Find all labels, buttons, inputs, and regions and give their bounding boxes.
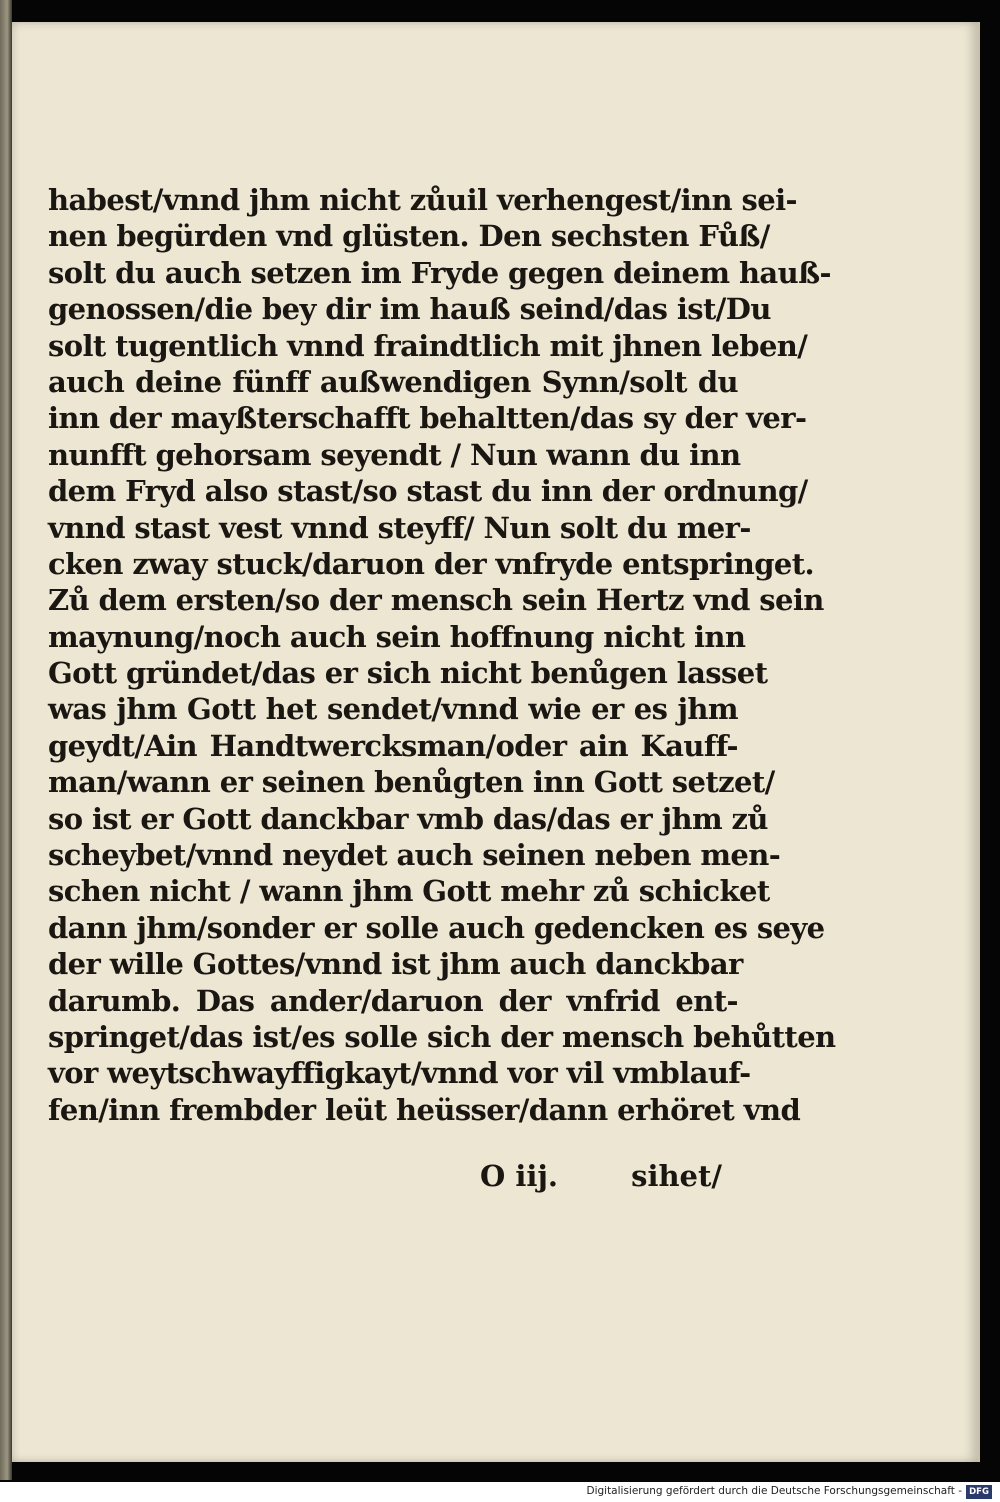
- text-line: scheybet/vnnd neydet auch seinen neben men-: [48, 838, 781, 873]
- book-edge: [0, 0, 12, 1480]
- text-line: maynung/noch auch sein hoffnung nicht inn: [48, 619, 746, 654]
- dfg-logo: DFG: [966, 1485, 992, 1499]
- credit-text: Digitalisierung gefördert durch die Deutsche Forschungsgemeinschaft -: [586, 1485, 962, 1497]
- book-page: [12, 22, 980, 1462]
- text-line: cken zway stuck/daruon der vnfryde entspringet.: [48, 546, 815, 581]
- text-line: nunfft gehorsam seyendt / Nun wann du inn: [48, 437, 741, 472]
- text-line: der wille Gottes/vnnd ist jhm auch danckbar: [48, 947, 743, 982]
- text-line: dem Fryd also stast/so stast du inn der ordnung/: [48, 474, 808, 509]
- text-line: Gott gründet/das er sich nicht benůgen lasset: [48, 656, 768, 691]
- text-line: nen begürden vnd glüsten. Den sechsten Fůß/: [48, 219, 770, 254]
- page-footer: [48, 1159, 738, 1199]
- text-line: geydt/Ain Handtwercksman/oder ain Kauff-: [48, 728, 738, 763]
- text-line: Zů dem ersten/so der mensch sein Hertz vnd sein: [48, 583, 824, 618]
- text-line: darumb. Das ander/daruon der vnfrid ent-: [48, 983, 738, 1018]
- text-line: vnnd stast vest vnnd steyff/ Nun solt du mer-: [48, 510, 751, 545]
- text-line: genossen/die bey dir im hauß seind/das ist/Du: [48, 292, 771, 327]
- text-line: vor weytschwayffigkayt/vnnd vor vil vmblauf-: [48, 1056, 751, 1091]
- text-line: fen/inn frembder leüt heüsser/dann erhöret vnd: [48, 1092, 801, 1127]
- catchword: sihet/: [631, 1159, 722, 1193]
- credit-bar: [0, 1482, 1000, 1502]
- text-line: so ist er Gott danckbar vmb das/das er jhm zů: [48, 801, 768, 836]
- text-line: schen nicht / wann jhm Gott mehr zů schicket: [48, 874, 770, 909]
- text-line: habest/vnnd jhm nicht zůuil verhengest/inn sei-: [48, 183, 797, 217]
- text-line: springet/das ist/es solle sich der mensch behůtten: [48, 1019, 836, 1054]
- text-line: solt du auch setzen im Fryde gegen deinem hauß-: [48, 255, 831, 290]
- text-line: was jhm Gott het sendet/vnnd wie er es jhm: [48, 692, 738, 727]
- signature-mark: O iij.: [480, 1159, 558, 1193]
- text-line: inn der mayßterschafft behaltten/das sy der ver-: [48, 401, 807, 436]
- text-line: man/wann er seinen benůgten inn Gott setzet/: [48, 765, 775, 800]
- text-line: dann jhm/sonder er solle auch gedencken es seye: [48, 910, 825, 945]
- text-block: [48, 182, 836, 1128]
- text-line: solt tugentlich vnnd fraindtlich mit jhnen leben/: [48, 328, 808, 363]
- text-line: auch deine fünff außwendigen Synn/solt du: [48, 364, 738, 399]
